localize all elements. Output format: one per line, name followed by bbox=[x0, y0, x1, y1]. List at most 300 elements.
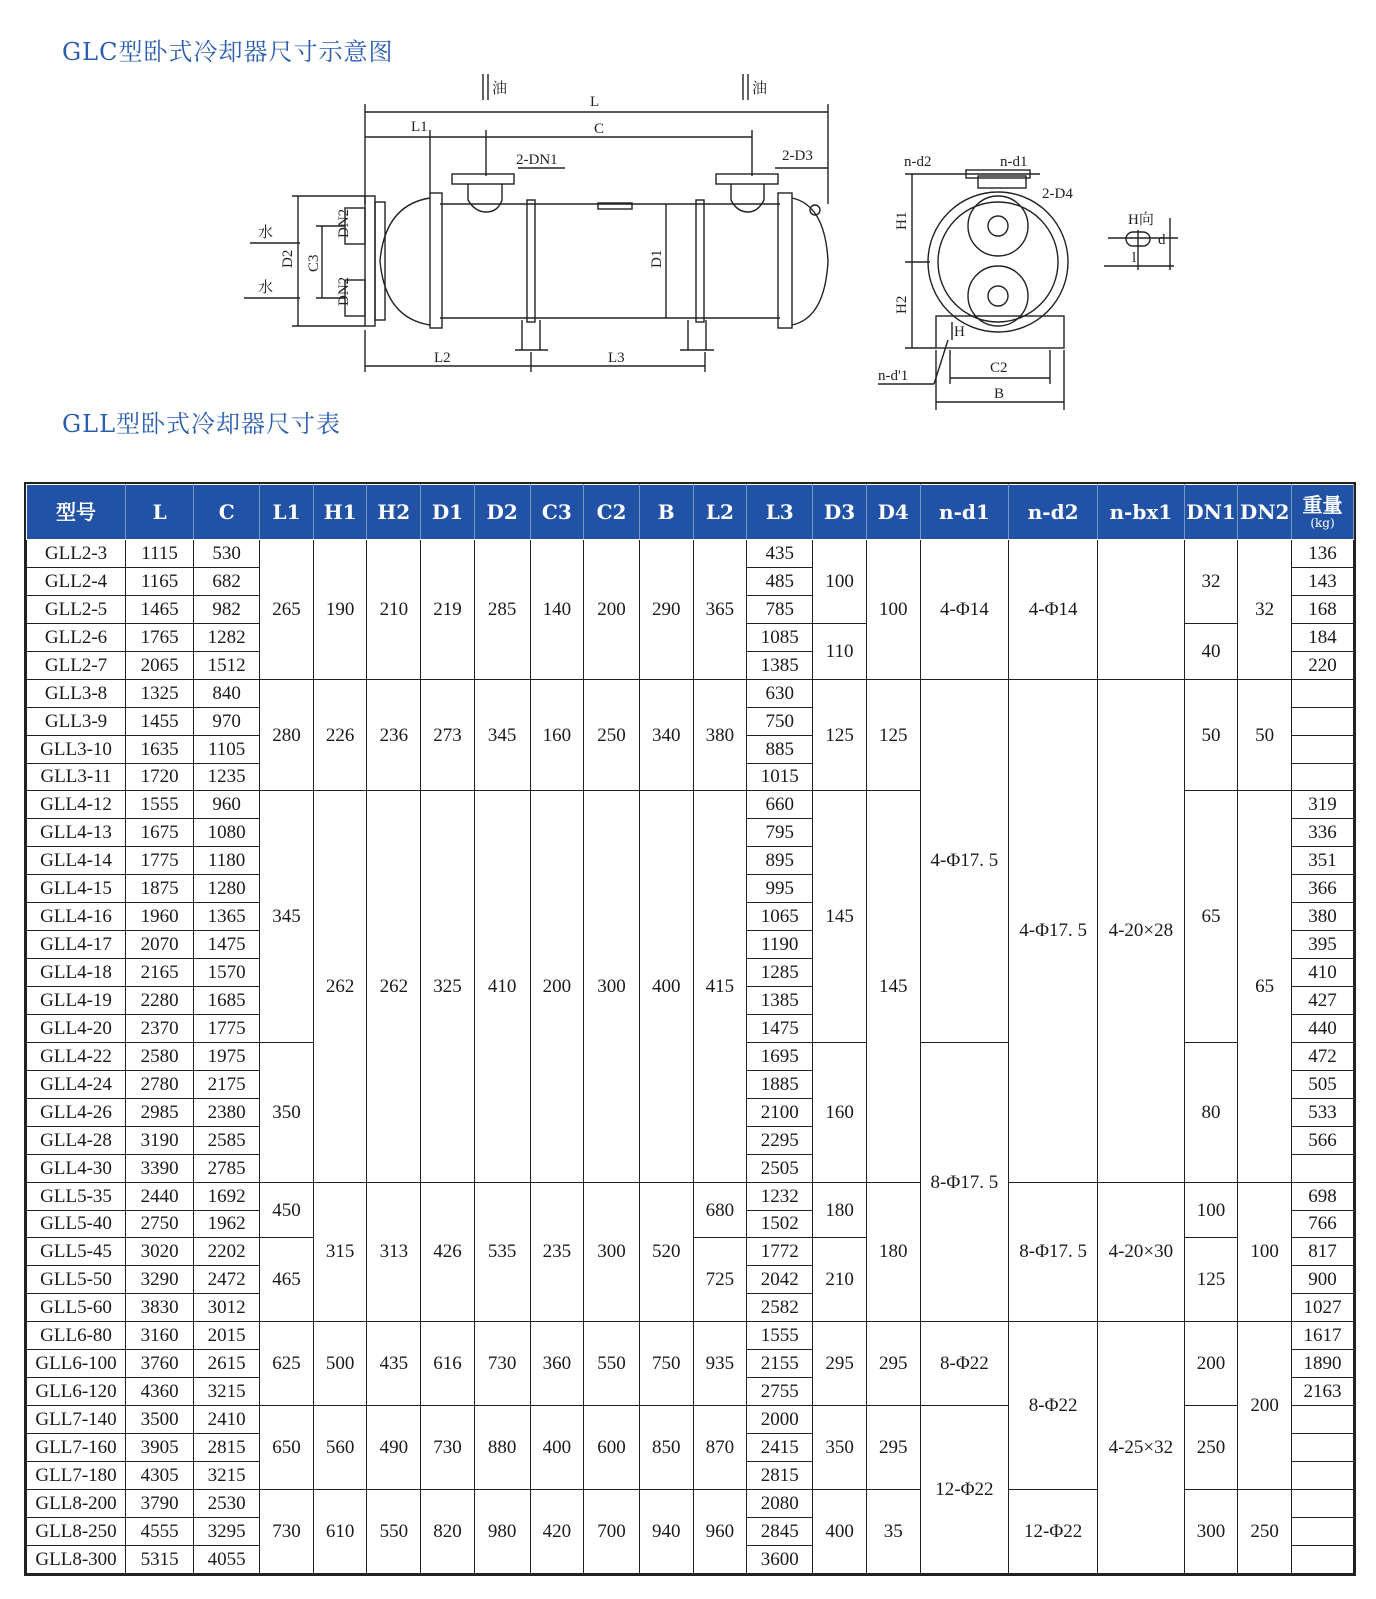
cell-l2: 935 bbox=[693, 1322, 747, 1406]
cell-l: 1875 bbox=[126, 875, 194, 903]
label-B: B bbox=[994, 386, 1005, 402]
cell-c: 2615 bbox=[194, 1350, 260, 1378]
label-H1: H1 bbox=[894, 211, 910, 230]
cell-c3: 200 bbox=[530, 791, 584, 1182]
cell-b: 400 bbox=[639, 791, 693, 1182]
cell-l3: 1015 bbox=[747, 763, 813, 791]
cell-l2: 380 bbox=[693, 679, 747, 791]
cell-c2: 250 bbox=[584, 679, 640, 791]
cell-l: 3905 bbox=[126, 1434, 194, 1462]
cell-c: 1180 bbox=[194, 847, 260, 875]
cell-c: 2202 bbox=[194, 1238, 260, 1266]
cell-w bbox=[1292, 1489, 1354, 1517]
label-C2: C2 bbox=[990, 360, 1008, 376]
cell-l3: 2815 bbox=[747, 1461, 813, 1489]
cell-model: GLL6-100 bbox=[27, 1350, 126, 1378]
cell-l3: 1232 bbox=[747, 1182, 813, 1210]
cell-l3: 750 bbox=[747, 707, 813, 735]
cell-w: 395 bbox=[1292, 931, 1354, 959]
cell-c: 1365 bbox=[194, 903, 260, 931]
cell-dn2: 200 bbox=[1238, 1322, 1292, 1490]
label-2-D4: 2-D4 bbox=[1042, 186, 1073, 202]
cell-w: 505 bbox=[1292, 1070, 1354, 1098]
col-header: DN2 bbox=[1238, 485, 1292, 540]
cell-dn1: 50 bbox=[1184, 679, 1238, 791]
cell-c: 2175 bbox=[194, 1070, 260, 1098]
cell-l: 2580 bbox=[126, 1042, 194, 1070]
cell-l: 4555 bbox=[126, 1517, 194, 1545]
cell-l2: 680 bbox=[693, 1182, 747, 1238]
cell-l: 1765 bbox=[126, 623, 194, 651]
cell-l3: 485 bbox=[747, 567, 813, 595]
cell-l: 3390 bbox=[126, 1154, 194, 1182]
end-view bbox=[878, 170, 1178, 410]
cell-w bbox=[1292, 1545, 1354, 1573]
cell-model: GLL2-5 bbox=[27, 595, 126, 623]
label-L3: L3 bbox=[608, 350, 625, 366]
cell-w: 336 bbox=[1292, 819, 1354, 847]
cell-h2: 435 bbox=[367, 1322, 421, 1406]
cell-c2: 300 bbox=[584, 1182, 640, 1322]
cell-l3: 1885 bbox=[747, 1070, 813, 1098]
cell-model: GLL4-16 bbox=[27, 903, 126, 931]
cell-l3: 2505 bbox=[747, 1154, 813, 1182]
cell-c: 1512 bbox=[194, 651, 260, 679]
col-header: L2 bbox=[693, 485, 747, 540]
cell-dn1: 200 bbox=[1184, 1322, 1238, 1406]
side-view bbox=[244, 74, 828, 372]
cell-d3: 100 bbox=[813, 540, 867, 624]
cell-l3: 1190 bbox=[747, 931, 813, 959]
cell-w bbox=[1292, 1154, 1354, 1182]
cell-d1: 426 bbox=[421, 1182, 475, 1322]
cell-model: GLL5-40 bbox=[27, 1210, 126, 1238]
cell-c2: 550 bbox=[584, 1322, 640, 1406]
cell-w: 1617 bbox=[1292, 1322, 1354, 1350]
cell-model: GLL3-10 bbox=[27, 735, 126, 763]
cell-l2: 415 bbox=[693, 791, 747, 1182]
cell-w bbox=[1292, 1517, 1354, 1545]
cell-b: 850 bbox=[639, 1406, 693, 1490]
cell-d3: 110 bbox=[813, 623, 867, 679]
cell-c: 2815 bbox=[194, 1434, 260, 1462]
cell-l3: 2155 bbox=[747, 1350, 813, 1378]
label-D1: D1 bbox=[649, 249, 665, 268]
label-water-top: 水 bbox=[258, 225, 274, 241]
cooler-dimension-drawing bbox=[0, 0, 1376, 440]
cell-l2: 960 bbox=[693, 1489, 747, 1573]
cell-c: 982 bbox=[194, 595, 260, 623]
weight-unit: (kg) bbox=[1310, 516, 1335, 530]
cell-c: 1975 bbox=[194, 1042, 260, 1070]
cell-l3: 2415 bbox=[747, 1434, 813, 1462]
col-header: D4 bbox=[866, 485, 920, 540]
cell-l3: 2042 bbox=[747, 1266, 813, 1294]
cell-l3: 2295 bbox=[747, 1126, 813, 1154]
cell-d1: 325 bbox=[421, 791, 475, 1182]
cell-l: 2370 bbox=[126, 1014, 194, 1042]
cell-c2: 200 bbox=[584, 540, 640, 680]
col-header: DN1 bbox=[1184, 485, 1238, 540]
cell-l: 1115 bbox=[126, 540, 194, 568]
cell-w bbox=[1292, 1434, 1354, 1462]
table-row bbox=[27, 540, 1354, 568]
cell-l: 3790 bbox=[126, 1489, 194, 1517]
cell-d1: 616 bbox=[421, 1322, 475, 1406]
cell-l: 1775 bbox=[126, 847, 194, 875]
cell-b: 750 bbox=[639, 1322, 693, 1406]
cell-l3: 1475 bbox=[747, 1014, 813, 1042]
cell-l: 2750 bbox=[126, 1210, 194, 1238]
cell-model: GLL5-35 bbox=[27, 1182, 126, 1210]
cell-l3: 1385 bbox=[747, 987, 813, 1015]
cell-w bbox=[1292, 707, 1354, 735]
cell-l3: 2100 bbox=[747, 1098, 813, 1126]
cell-c: 3215 bbox=[194, 1461, 260, 1489]
cell-l3: 1085 bbox=[747, 623, 813, 651]
cell-l1: 280 bbox=[260, 679, 314, 791]
cell-h1: 560 bbox=[313, 1406, 367, 1490]
cell-model: GLL4-17 bbox=[27, 931, 126, 959]
label-H: H bbox=[954, 324, 965, 340]
cell-h1: 500 bbox=[313, 1322, 367, 1406]
cell-d3: 400 bbox=[813, 1489, 867, 1573]
cell-dn1: 80 bbox=[1184, 1042, 1238, 1182]
cell-model: GLL4-19 bbox=[27, 987, 126, 1015]
cell-c3: 360 bbox=[530, 1322, 584, 1406]
cell-model: GLL7-140 bbox=[27, 1406, 126, 1434]
cell-l1: 625 bbox=[260, 1322, 314, 1406]
cell-w: 440 bbox=[1292, 1014, 1354, 1042]
cell-c3: 140 bbox=[530, 540, 584, 680]
cell-d4: 100 bbox=[866, 540, 920, 680]
cell-c: 530 bbox=[194, 540, 260, 568]
cell-l3: 435 bbox=[747, 540, 813, 568]
cell-l3: 1502 bbox=[747, 1210, 813, 1238]
cell-dn2: 65 bbox=[1238, 791, 1292, 1182]
cell-b: 520 bbox=[639, 1182, 693, 1322]
cell-model: GLL5-60 bbox=[27, 1294, 126, 1322]
cell-w: 184 bbox=[1292, 623, 1354, 651]
cell-h2: 490 bbox=[367, 1406, 421, 1490]
cell-model: GLL4-20 bbox=[27, 1014, 126, 1042]
cell-w: 900 bbox=[1292, 1266, 1354, 1294]
cell-nd2: 4-Φ17. 5 bbox=[1009, 679, 1098, 1182]
label-oil-out: 油 bbox=[752, 81, 768, 97]
cell-c: 960 bbox=[194, 791, 260, 819]
cell-l: 1960 bbox=[126, 903, 194, 931]
cell-c: 1685 bbox=[194, 987, 260, 1015]
cell-nd1: 12-Φ22 bbox=[920, 1406, 1009, 1574]
cell-dn2: 50 bbox=[1238, 679, 1292, 791]
table-body bbox=[27, 540, 1354, 1574]
cell-l3: 1555 bbox=[747, 1322, 813, 1350]
cell-d2: 345 bbox=[474, 679, 530, 791]
cell-c: 682 bbox=[194, 567, 260, 595]
cell-c: 1105 bbox=[194, 735, 260, 763]
cell-l: 4305 bbox=[126, 1461, 194, 1489]
cell-c3: 235 bbox=[530, 1182, 584, 1322]
cell-c: 1080 bbox=[194, 819, 260, 847]
cell-model: GLL6-80 bbox=[27, 1322, 126, 1350]
cell-h2: 236 bbox=[367, 679, 421, 791]
cell-dn2: 100 bbox=[1238, 1182, 1292, 1322]
cell-l2: 365 bbox=[693, 540, 747, 680]
col-header: n-d2 bbox=[1009, 485, 1098, 540]
cell-h1: 262 bbox=[313, 791, 367, 1182]
cell-w: 319 bbox=[1292, 791, 1354, 819]
cell-d3: 160 bbox=[813, 1042, 867, 1182]
col-header: L bbox=[126, 485, 194, 540]
cell-w: 1890 bbox=[1292, 1350, 1354, 1378]
cell-dn1: 65 bbox=[1184, 791, 1238, 1042]
cell-model: GLL4-18 bbox=[27, 959, 126, 987]
col-header: D3 bbox=[813, 485, 867, 540]
label-n-d1: n-d1 bbox=[1000, 154, 1028, 170]
label-C: C bbox=[594, 121, 605, 137]
cell-l: 3760 bbox=[126, 1350, 194, 1378]
cell-l1: 650 bbox=[260, 1406, 314, 1490]
col-header: 型号 bbox=[27, 485, 126, 540]
cell-c3: 400 bbox=[530, 1406, 584, 1490]
cell-c: 3215 bbox=[194, 1378, 260, 1406]
label-H2: H2 bbox=[894, 295, 910, 314]
cell-c: 1692 bbox=[194, 1182, 260, 1210]
diagram-title: GLC型卧式冷却器尺寸示意图 bbox=[62, 38, 394, 66]
cell-nd2: 8-Φ17. 5 bbox=[1009, 1182, 1098, 1322]
cell-l: 2440 bbox=[126, 1182, 194, 1210]
cell-d3: 350 bbox=[813, 1406, 867, 1490]
cell-l: 1165 bbox=[126, 567, 194, 595]
cell-h1: 226 bbox=[313, 679, 367, 791]
cell-d4: 295 bbox=[866, 1406, 920, 1490]
label-L2: L2 bbox=[434, 350, 451, 366]
label-l: l bbox=[1132, 250, 1137, 266]
cell-l3: 1285 bbox=[747, 959, 813, 987]
cell-nd2: 8-Φ22 bbox=[1009, 1322, 1098, 1490]
cell-model: GLL4-24 bbox=[27, 1070, 126, 1098]
cell-w: 2163 bbox=[1292, 1378, 1354, 1406]
cell-l: 1325 bbox=[126, 679, 194, 707]
cell-c2: 600 bbox=[584, 1406, 640, 1490]
cell-l1: 730 bbox=[260, 1489, 314, 1573]
cell-model: GLL4-28 bbox=[27, 1126, 126, 1154]
cell-l: 1635 bbox=[126, 735, 194, 763]
cell-l3: 2582 bbox=[747, 1294, 813, 1322]
label-D2: D2 bbox=[280, 249, 296, 268]
cell-dn1: 100 bbox=[1184, 1182, 1238, 1238]
cell-w: 1027 bbox=[1292, 1294, 1354, 1322]
cell-l3: 795 bbox=[747, 819, 813, 847]
cell-model: GLL8-300 bbox=[27, 1545, 126, 1573]
col-header-weight bbox=[1292, 485, 1354, 540]
cell-nbx1 bbox=[1098, 540, 1185, 680]
table-row bbox=[27, 1322, 1354, 1350]
cell-dn1: 32 bbox=[1184, 540, 1238, 624]
label-n-d2: n-d2 bbox=[904, 154, 932, 170]
cell-d4: 125 bbox=[866, 679, 920, 791]
cell-d4: 295 bbox=[866, 1322, 920, 1406]
cell-nd1: 8-Φ22 bbox=[920, 1322, 1009, 1406]
cell-c: 1475 bbox=[194, 931, 260, 959]
cell-d2: 880 bbox=[474, 1406, 530, 1490]
cell-b: 340 bbox=[639, 679, 693, 791]
cell-b: 290 bbox=[639, 540, 693, 680]
cell-nbx1: 4-20×28 bbox=[1098, 679, 1185, 1182]
cell-nd2: 4-Φ14 bbox=[1009, 540, 1098, 680]
cell-l: 3020 bbox=[126, 1238, 194, 1266]
cell-d2: 410 bbox=[474, 791, 530, 1182]
cell-c: 2015 bbox=[194, 1322, 260, 1350]
cell-l1: 350 bbox=[260, 1042, 314, 1182]
cell-d3: 295 bbox=[813, 1322, 867, 1406]
label-L: L bbox=[590, 94, 600, 110]
header-row bbox=[27, 485, 1354, 540]
cell-c: 2380 bbox=[194, 1098, 260, 1126]
col-header: D2 bbox=[474, 485, 530, 540]
cell-l3: 1065 bbox=[747, 903, 813, 931]
cell-l: 1675 bbox=[126, 819, 194, 847]
cell-l2: 725 bbox=[693, 1238, 747, 1322]
col-header: n-d1 bbox=[920, 485, 1009, 540]
cell-model: GLL4-15 bbox=[27, 875, 126, 903]
cell-h2: 210 bbox=[367, 540, 421, 680]
cell-l: 2165 bbox=[126, 959, 194, 987]
cell-model: GLL8-200 bbox=[27, 1489, 126, 1517]
cell-w bbox=[1292, 1461, 1354, 1489]
cell-w: 220 bbox=[1292, 651, 1354, 679]
col-header: H1 bbox=[313, 485, 367, 540]
cell-d4: 145 bbox=[866, 791, 920, 1182]
cell-c2: 700 bbox=[584, 1489, 640, 1573]
cell-nd1: 4-Φ14 bbox=[920, 540, 1009, 680]
label-L1: L1 bbox=[411, 119, 428, 135]
cell-h1: 190 bbox=[313, 540, 367, 680]
cell-l1: 450 bbox=[260, 1182, 314, 1238]
cell-model: GLL2-7 bbox=[27, 651, 126, 679]
cell-c: 2410 bbox=[194, 1406, 260, 1434]
cell-w: 566 bbox=[1292, 1126, 1354, 1154]
cell-w bbox=[1292, 735, 1354, 763]
cell-l: 2280 bbox=[126, 987, 194, 1015]
cell-model: GLL4-12 bbox=[27, 791, 126, 819]
cell-c3: 420 bbox=[530, 1489, 584, 1573]
label-water-bottom: 水 bbox=[258, 280, 274, 296]
col-header: H2 bbox=[367, 485, 421, 540]
col-header: C2 bbox=[584, 485, 640, 540]
cell-w: 817 bbox=[1292, 1238, 1354, 1266]
cell-model: GLL5-45 bbox=[27, 1238, 126, 1266]
cell-l: 4360 bbox=[126, 1378, 194, 1406]
cell-d2: 535 bbox=[474, 1182, 530, 1322]
cell-model: GLL6-120 bbox=[27, 1378, 126, 1406]
cell-d1: 820 bbox=[421, 1489, 475, 1573]
label-DN2-top: DN2 bbox=[336, 208, 352, 238]
cell-w: 533 bbox=[1292, 1098, 1354, 1126]
cell-h2: 550 bbox=[367, 1489, 421, 1573]
cell-l3: 785 bbox=[747, 595, 813, 623]
cell-l: 5315 bbox=[126, 1545, 194, 1573]
cell-model: GLL2-4 bbox=[27, 567, 126, 595]
cell-c: 2530 bbox=[194, 1489, 260, 1517]
cell-w bbox=[1292, 763, 1354, 791]
cell-h2: 262 bbox=[367, 791, 421, 1182]
cell-model: GLL4-30 bbox=[27, 1154, 126, 1182]
cell-h1: 315 bbox=[313, 1182, 367, 1322]
label-C3: C3 bbox=[306, 254, 322, 272]
cell-w bbox=[1292, 1406, 1354, 1434]
cell-d3: 125 bbox=[813, 679, 867, 791]
cell-d4: 35 bbox=[866, 1489, 920, 1573]
cell-l: 3290 bbox=[126, 1266, 194, 1294]
cell-c: 840 bbox=[194, 679, 260, 707]
cell-l: 3830 bbox=[126, 1294, 194, 1322]
cell-c: 2785 bbox=[194, 1154, 260, 1182]
cell-dn2: 250 bbox=[1238, 1489, 1292, 1573]
label-2-DN1: 2-DN1 bbox=[516, 152, 558, 168]
cell-w: 380 bbox=[1292, 903, 1354, 931]
weight-label: 重量 bbox=[1302, 493, 1343, 517]
cell-l3: 3600 bbox=[747, 1545, 813, 1573]
col-header: B bbox=[639, 485, 693, 540]
cell-l1: 265 bbox=[260, 540, 314, 680]
cell-l3: 2080 bbox=[747, 1489, 813, 1517]
cell-c: 1235 bbox=[194, 763, 260, 791]
table-row bbox=[27, 1182, 1354, 1210]
cell-w: 136 bbox=[1292, 540, 1354, 568]
table-row bbox=[27, 679, 1354, 707]
cell-c: 2472 bbox=[194, 1266, 260, 1294]
cell-dn1: 300 bbox=[1184, 1489, 1238, 1573]
cell-dn1: 125 bbox=[1184, 1238, 1238, 1322]
cell-c: 1570 bbox=[194, 959, 260, 987]
cell-nd1: 4-Φ17. 5 bbox=[920, 679, 1009, 1042]
cell-l: 2070 bbox=[126, 931, 194, 959]
col-header: D1 bbox=[421, 485, 475, 540]
cell-d2: 980 bbox=[474, 1489, 530, 1573]
cell-c: 3295 bbox=[194, 1517, 260, 1545]
label-oil-in: 油 bbox=[492, 81, 508, 97]
cell-w: 168 bbox=[1292, 595, 1354, 623]
cell-model: GLL2-3 bbox=[27, 540, 126, 568]
cell-model: GLL7-160 bbox=[27, 1434, 126, 1462]
cell-model: GLL4-14 bbox=[27, 847, 126, 875]
cell-w: 410 bbox=[1292, 959, 1354, 987]
cell-nbx1: 4-20×30 bbox=[1098, 1182, 1185, 1322]
cell-c: 970 bbox=[194, 707, 260, 735]
cell-dn1: 40 bbox=[1184, 623, 1238, 679]
cell-h1: 610 bbox=[313, 1489, 367, 1573]
cell-l3: 660 bbox=[747, 791, 813, 819]
col-header: L3 bbox=[747, 485, 813, 540]
cell-l: 1555 bbox=[126, 791, 194, 819]
col-header: C3 bbox=[530, 485, 584, 540]
label-DN2-bottom: DN2 bbox=[336, 276, 352, 306]
cell-b: 940 bbox=[639, 1489, 693, 1573]
cell-l3: 1385 bbox=[747, 651, 813, 679]
cell-c: 1280 bbox=[194, 875, 260, 903]
col-header: L1 bbox=[260, 485, 314, 540]
cell-model: GLL7-180 bbox=[27, 1461, 126, 1489]
cell-model: GLL4-13 bbox=[27, 819, 126, 847]
cell-l3: 995 bbox=[747, 875, 813, 903]
cell-w: 766 bbox=[1292, 1210, 1354, 1238]
cell-dn1: 250 bbox=[1184, 1406, 1238, 1490]
cell-nbx1: 4-25×32 bbox=[1098, 1322, 1185, 1574]
cell-d1: 273 bbox=[421, 679, 475, 791]
cell-d3: 180 bbox=[813, 1182, 867, 1238]
cell-l: 2065 bbox=[126, 651, 194, 679]
